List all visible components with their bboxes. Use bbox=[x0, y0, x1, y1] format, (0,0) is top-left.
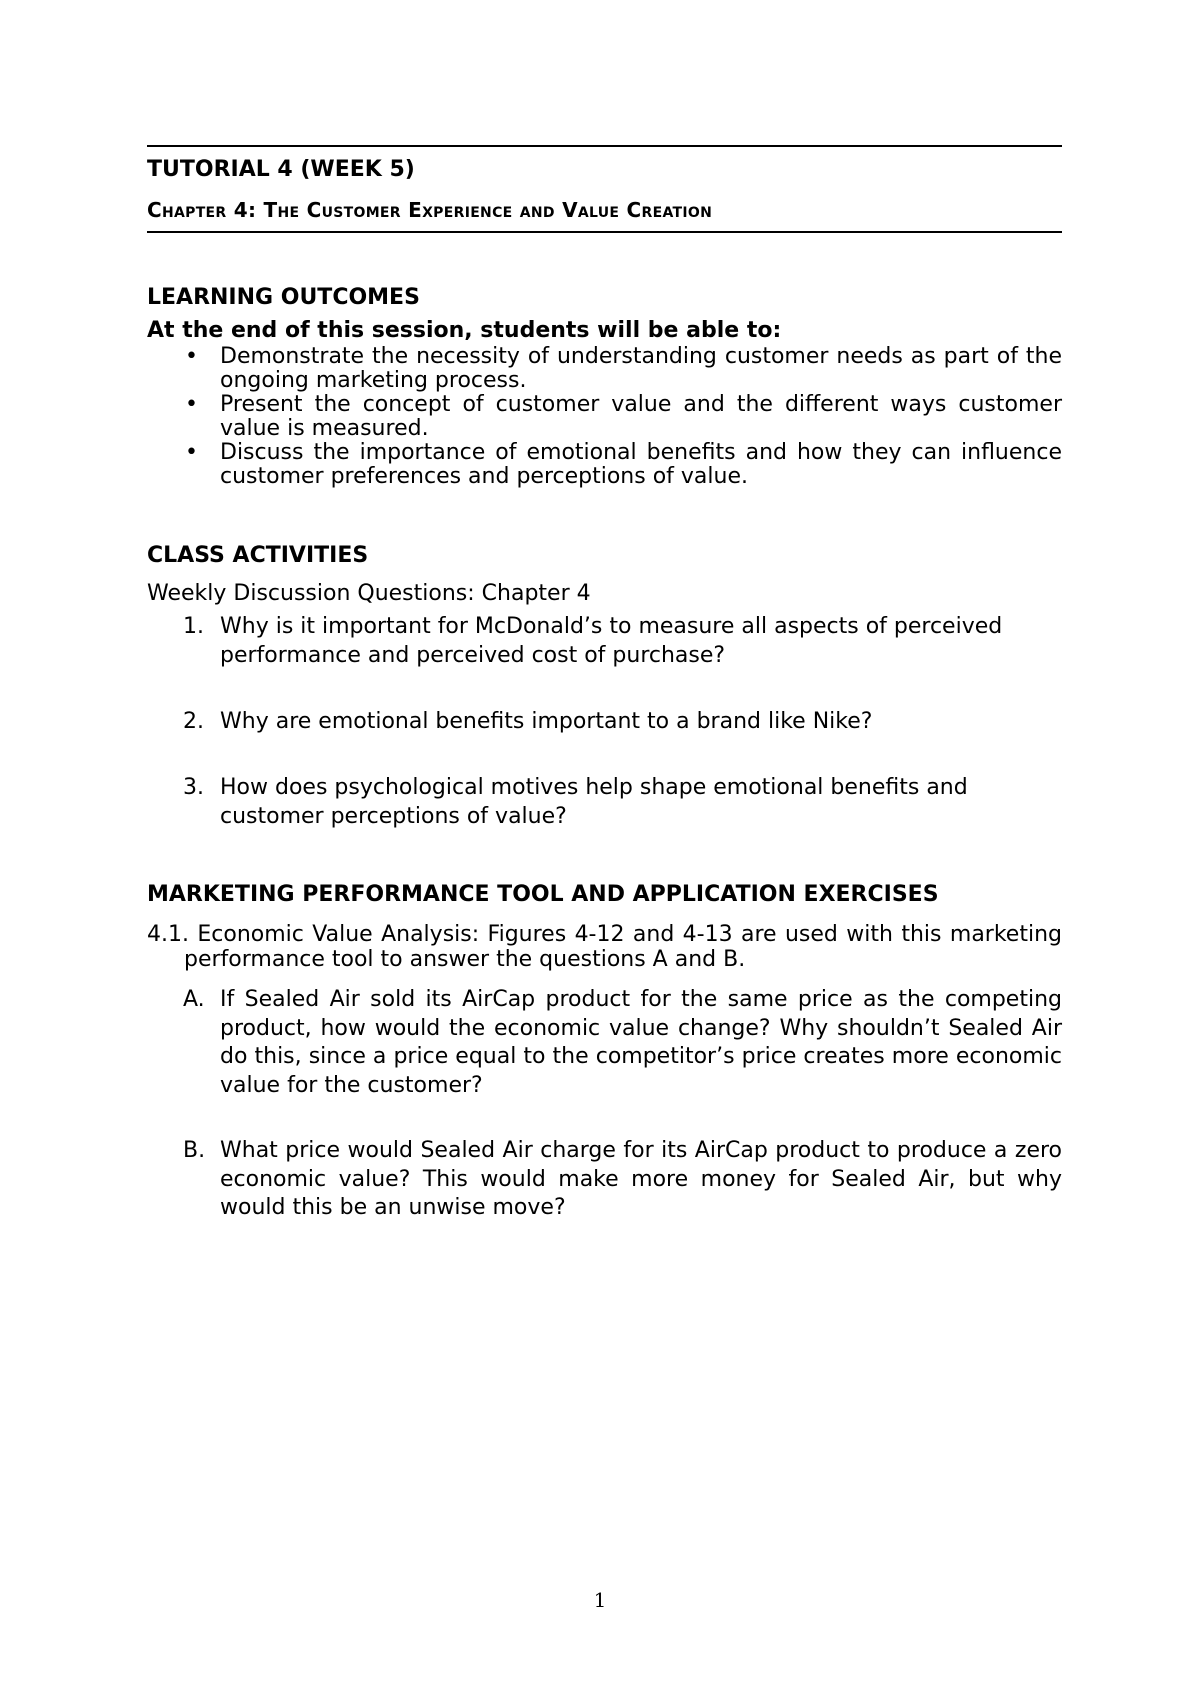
class-activities-heading: CLASS ACTIVITIES bbox=[147, 543, 369, 568]
tutorial-title: TUTORIAL 4 (WEEK 5) bbox=[147, 157, 415, 182]
question-item bbox=[147, 612, 1062, 670]
question-text: Why are emotional benefits important to a brand like Nike? bbox=[220, 709, 873, 734]
discussion-questions-subheading: Weekly Discussion Questions: Chapter 4 bbox=[147, 581, 591, 606]
exercise-part bbox=[147, 1137, 1062, 1223]
class-activities-section bbox=[147, 541, 1062, 868]
exercise-part-label: B. bbox=[183, 1138, 206, 1163]
exercise-intro: 4.1. Economic Value Analysis: Figures 4-12 and 4-13 are used with this marketing performance tool to answer the questions A and B. bbox=[147, 922, 1062, 972]
list-item bbox=[147, 393, 1062, 441]
list-item bbox=[147, 345, 1062, 393]
question-item bbox=[147, 707, 1062, 736]
question-number: 2. bbox=[183, 709, 204, 734]
list-item bbox=[147, 441, 1062, 489]
header-top-rule bbox=[147, 145, 1062, 147]
question-number: 1. bbox=[183, 614, 204, 639]
learning-outcomes-intro: At the end of this session, students will be able to: bbox=[147, 318, 782, 343]
exercise-parts-list bbox=[147, 986, 1062, 1223]
list-item-text: Demonstrate the necessity of understanding customer needs as part of the ongoing marketing process. bbox=[220, 344, 1062, 393]
exercise-part bbox=[147, 986, 1062, 1100]
chapter-title: Chapter 4: The Customer Experience and Value Creation bbox=[147, 198, 713, 222]
bullet-icon: • bbox=[185, 344, 198, 369]
exercise-part-label: A. bbox=[183, 987, 205, 1012]
learning-outcomes-heading: LEARNING OUTCOMES bbox=[147, 285, 420, 310]
header-bottom-rule bbox=[147, 231, 1062, 233]
learning-outcomes-section bbox=[147, 283, 1062, 489]
bullet-icon: • bbox=[185, 392, 198, 417]
exercises-section bbox=[147, 880, 1062, 1260]
page-number: 1 bbox=[593, 1588, 607, 1612]
question-text: Why is it important for McDonald’s to measure all aspects of perceived performance and perceived cost of purchase? bbox=[220, 614, 1003, 668]
list-item-text: Present the concept of customer value and the different ways customer value is measured. bbox=[220, 392, 1062, 441]
learning-outcomes-list bbox=[147, 345, 1062, 489]
list-item-text: Discuss the importance of emotional benefits and how they can influence customer preferences and perceptions of value. bbox=[220, 440, 1062, 489]
question-number: 3. bbox=[183, 775, 204, 800]
bullet-icon: • bbox=[185, 440, 198, 465]
question-item bbox=[147, 773, 1062, 831]
exercises-heading: MARKETING PERFORMANCE TOOL AND APPLICATION EXERCISES bbox=[147, 882, 939, 907]
exercise-part-text: What price would Sealed Air charge for its AirCap product to produce a zero economic value? This would make more money for Sealed Air, but why would this be an unwise move? bbox=[220, 1138, 1062, 1220]
exercise-part-text: If Sealed Air sold its AirCap product for the same price as the competing product, how would the economic value change? Why shouldn’t Sealed Air do this, since a price equal to the competitor’s price creates more economic value for the customer? bbox=[220, 987, 1062, 1098]
discussion-questions-list bbox=[147, 612, 1062, 831]
question-text: How does psychological motives help shape emotional benefits and customer perceptions of value? bbox=[220, 775, 968, 829]
